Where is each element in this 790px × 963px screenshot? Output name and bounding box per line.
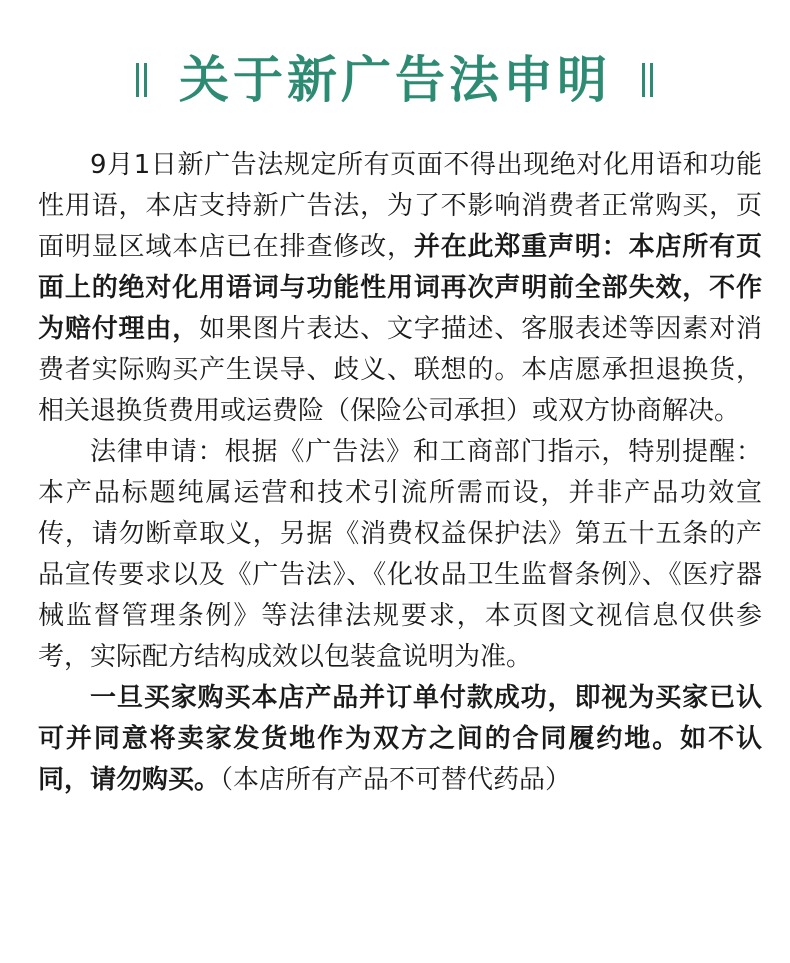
page-title: 关于新广告法申明 xyxy=(179,51,611,109)
paragraph-new-ad-law xyxy=(38,145,762,432)
paragraph-legal-notice: 法律申请：根据《广告法》和工商部门指示，特别提醒：本产品标题纯属运营和技术引流所需而设，并非产品功效宣传，请勿断章取义，另据《消费权益保护法》第五十五条的产品宣传要求以及《广告法》、《化妆品卫生监督条例》、《医疗器械监督管理条例》等法律法规要求，本页图文视信息仅供参考，实际配方结构成效以包装盒说明为准。 xyxy=(38,437,762,672)
paragraph1-text-end: 如果图片表达、文字描述、客服表述等因素对消费者实际购买产生误导、歧义、联想的。本店愿承担退换货，相关退换货费用或运费险（保险公司承担）或双方协商解决。 xyxy=(38,314,762,426)
paragraph3-bold-agreement: 一旦买家购买本店产品并订单付款成功，即视为买家已认可并同意将卖家发货地作为双方之间的合同履约地。如不认同，请勿购买。 xyxy=(38,683,762,795)
statement-body xyxy=(38,145,762,801)
left-double-bar-decoration xyxy=(131,55,153,105)
right-double-bar-decoration xyxy=(637,55,659,105)
paragraph-purchase-agreement xyxy=(38,678,762,801)
paragraph3-note: （本店所有产品不可替代药品） xyxy=(220,765,572,795)
paragraph1-bold-declaration: 并在此郑重声明：本店所有页面上的绝对化用语词与功能性用词再次声明前全部失效，不作为赔付理由， xyxy=(38,232,762,344)
title-row xyxy=(0,40,790,120)
paragraph1-text-start: 9月1日新广告法规定所有页面不得出现绝对化用语和功能性用语，本店支持新广告法，为了不影响消费者正常购买，页面明显区域本店已在排查修改， xyxy=(38,150,762,262)
